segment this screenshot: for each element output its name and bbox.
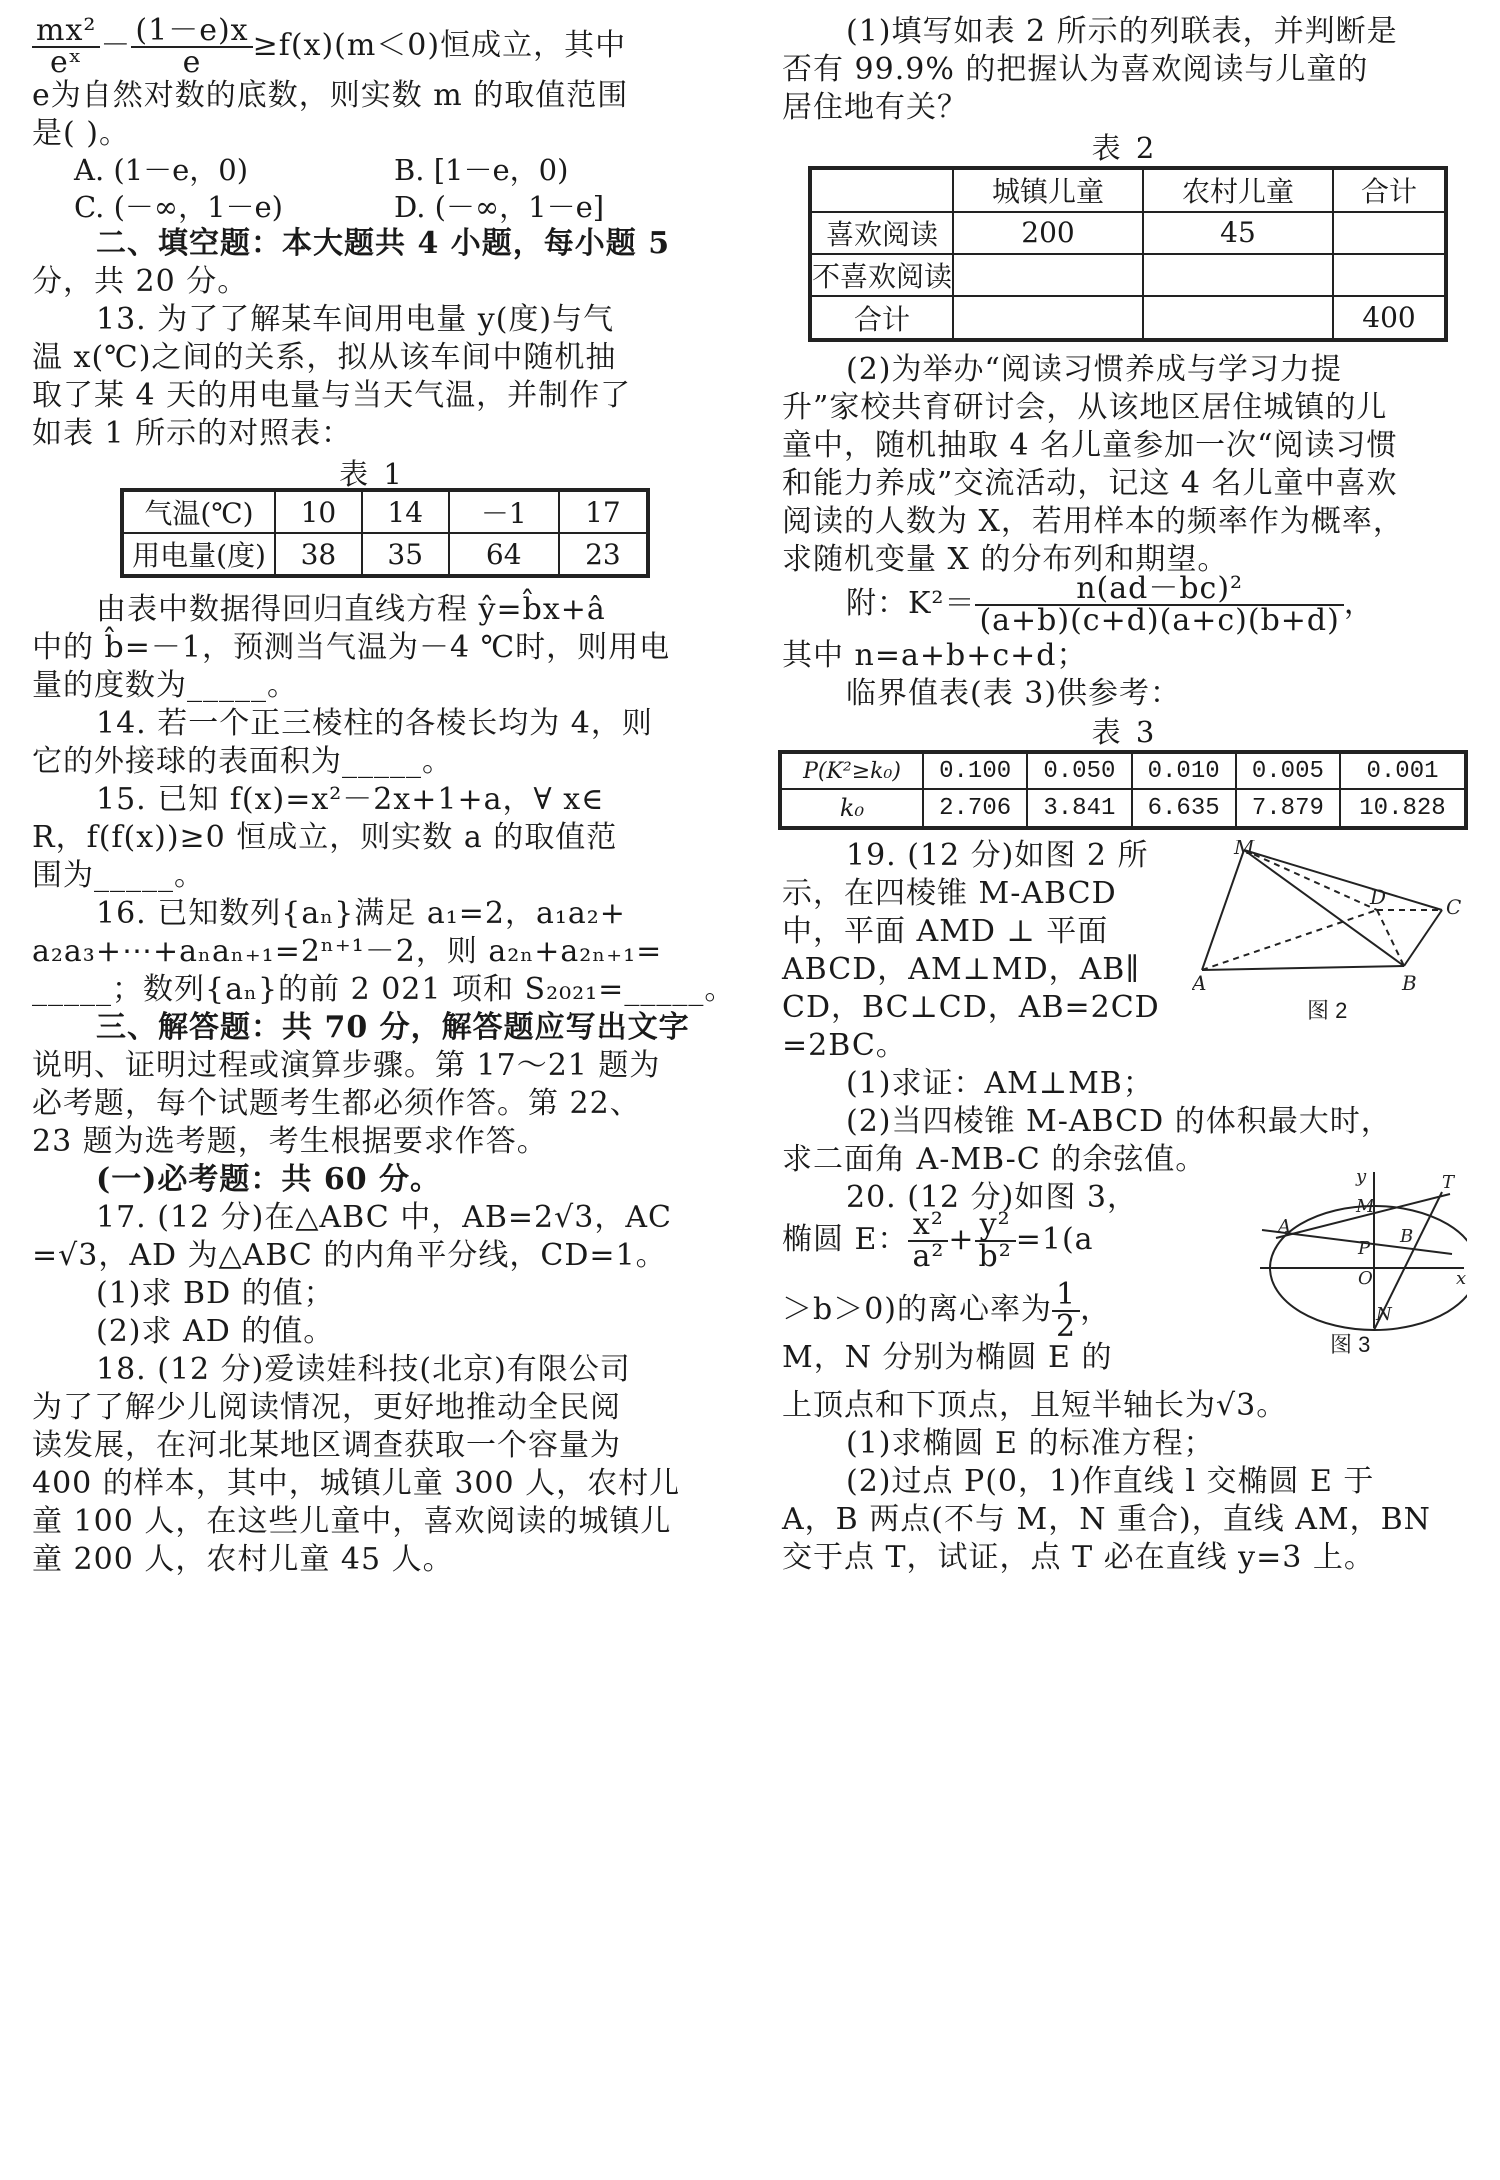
text-line: 分，共 20 分。: [32, 264, 249, 299]
table-cell: k₀: [780, 789, 923, 828]
text-line: e为自然对数的底数，则实数 m 的取值范围: [32, 78, 629, 113]
text-line: 读发展，在河北某地区调查获取一个容量为: [32, 1428, 621, 1463]
eccentricity-fraction: [1052, 1277, 1080, 1344]
table-cell: 0.010: [1132, 752, 1236, 789]
figure-3-ellipse: [1252, 1164, 1467, 1334]
fraction-numerator: x²: [908, 1210, 948, 1242]
text-line: 其中 n=a+b+c+d；: [782, 638, 1088, 673]
text-line: 400 的样本，其中，城镇儿童 300 人，农村儿: [32, 1466, 681, 1501]
table-cell: [1143, 296, 1333, 340]
figure-2-caption: 图 2: [1307, 998, 1348, 1023]
table-cell: 气温(℃): [122, 490, 275, 533]
text-line: 量的度数为_____。: [32, 668, 298, 703]
edge-ab: [1202, 966, 1404, 970]
fraction-numerator: (1－e)x: [131, 16, 252, 48]
text-line: 温 x(℃)之间的关系，拟从该车间中随机抽: [32, 340, 617, 375]
table-cell: 农村儿童: [1143, 168, 1333, 212]
label-x: x: [1456, 1268, 1467, 1289]
table-row: [810, 296, 1446, 340]
fraction-1: [32, 13, 100, 80]
table-cell: 6.635: [1132, 789, 1236, 828]
label-t: T: [1442, 1172, 1455, 1193]
text-line: (1)求证：AM⊥MB；: [846, 1066, 1154, 1101]
table-cell: 合计: [1333, 168, 1446, 212]
edge-ma: [1202, 850, 1244, 970]
text-line: (2)为举办“阅读习惯养成与学习力提: [846, 352, 1342, 387]
text-line: 中，平面 AMD ⊥ 平面: [782, 914, 1109, 949]
minus-sign: －: [100, 28, 132, 63]
table-cell: [953, 254, 1143, 296]
fraction-2: [131, 13, 252, 80]
table-cell: [953, 296, 1143, 340]
label-d: D: [1370, 885, 1387, 909]
question-17: 17. (12 分)在△ABC 中，AB=2√3，AC: [96, 1200, 672, 1235]
table-cell: 17: [559, 490, 648, 533]
label-o: O: [1358, 1268, 1373, 1289]
formula-tail: ，: [1343, 586, 1375, 621]
option-c: C. (－∞，1－e): [74, 190, 283, 224]
edge-md: [1244, 850, 1377, 910]
text-line: 23 题为选考题，考生根据要求作答。: [32, 1124, 548, 1159]
fraction-numerator: y²: [975, 1210, 1016, 1242]
table-cell: －1: [449, 490, 559, 533]
text-line: ABCD，AM⊥MD，AB∥: [782, 952, 1141, 987]
table-row: [810, 212, 1446, 254]
text-line: A，B 两点(不与 M，N 重合)，直线 AM，BN: [782, 1502, 1431, 1537]
label-m: M: [1234, 840, 1255, 859]
text-line: R，f(f(x))≥0 恒成立，则实数 a 的取值范: [32, 820, 618, 855]
text-line: 童 200 人，农村儿童 45 人。: [32, 1542, 454, 1577]
label-b: B: [1400, 1226, 1414, 1247]
text-span: =1(a: [1015, 1222, 1094, 1257]
table-cell: 38: [275, 533, 362, 576]
table-cell: 400: [1333, 296, 1446, 340]
plus-sign: +: [948, 1222, 975, 1257]
option-d: D. (－∞，1－e]: [394, 190, 605, 224]
text-line: (1)求 BD 的值；: [96, 1276, 335, 1311]
text-span: ＞b＞0)的离心率为: [782, 1292, 1052, 1327]
text-line: (2)过点 P(0，1)作直线 l 交椭圆 E 于: [846, 1464, 1375, 1499]
fraction-denominator: e: [182, 45, 202, 80]
text-span: 椭圆 E：: [782, 1222, 909, 1257]
question-14: 14. 若一个正三棱柱的各棱长均为 4，则: [96, 706, 653, 741]
text-line: 和能力养成”交流活动，记这 4 名儿童中喜欢: [782, 466, 1398, 501]
fraction-numerator: mx²: [32, 16, 100, 48]
option-b: B. [1－e，0): [394, 153, 569, 187]
text-line: 二、填空题：本大题共 4 小题，每小题 5: [96, 226, 671, 261]
edge-ad: [1202, 910, 1377, 970]
table-3-caption: 表 3: [1091, 715, 1158, 749]
ellipse-condition: [782, 1278, 1111, 1342]
text-line: 必考题，每个试题考生都必须作答。第 22、: [32, 1086, 641, 1121]
text-line: 交于点 T，试证，点 T 必在直线 y=3 上。: [782, 1540, 1375, 1575]
text-line: _____；数列{aₙ}的前 2 021 项和 S₂₀₂₁=_____。: [32, 972, 736, 1007]
table-cell: 0.005: [1236, 752, 1340, 789]
text-line: 恒成立，其中: [440, 28, 627, 63]
question-13: 13. 为了了解某车间用电量 y(度)与气: [96, 302, 615, 337]
text-line: 为了了解少儿阅读情况，更好地推动全民阅: [32, 1390, 621, 1425]
figure-2-pyramid: [1192, 840, 1472, 1000]
table-cell: 喜欢阅读: [810, 212, 953, 254]
fraction-denominator: a²: [912, 1239, 945, 1274]
text-line: CD，BC⊥CD，AB=2CD: [782, 990, 1160, 1025]
fraction-denominator: eˣ: [49, 45, 83, 80]
label-b: B: [1402, 971, 1417, 995]
inequality-tail: ≥f(x)(m＜0): [252, 28, 441, 63]
text-line: 求二面角 A-MB-C 的余弦值。: [782, 1142, 1207, 1177]
edge-mc: [1244, 850, 1442, 910]
table-cell: 200: [953, 212, 1143, 254]
text-line: a₂a₃+⋯+aₙaₙ₊₁=2ⁿ⁺¹－2，则 a₂ₙ+a₂ₙ₊₁=: [32, 934, 663, 969]
table-cell: 合计: [810, 296, 953, 340]
fraction-denominator: b²: [978, 1239, 1012, 1274]
text-line: 它的外接球的表面积为_____。: [32, 744, 453, 779]
fraction-denominator: (a+b)(c+d)(a+c)(b+d): [979, 603, 1340, 638]
label-y: y: [1356, 1166, 1367, 1187]
table-cell: 0.050: [1027, 752, 1131, 789]
fraction-y: [975, 1207, 1016, 1274]
question-12-formula: [32, 13, 627, 80]
table-cell: 10: [275, 490, 362, 533]
text-line: 否有 99.9% 的把握认为喜欢阅读与儿童的: [782, 52, 1369, 87]
table-cell: 0.100: [923, 752, 1027, 789]
table-cell: [810, 168, 953, 212]
table-row: [780, 789, 1466, 828]
label-c: C: [1446, 895, 1462, 919]
question-15: 15. 已知 f(x)=x²－2x+1+a，∀ x∈: [96, 782, 605, 817]
figure-3-caption: 图 3: [1330, 1332, 1371, 1357]
table-cell: 23: [559, 533, 648, 576]
table-cell: [1333, 254, 1446, 296]
section-heading-required: [32, 1160, 441, 1200]
table-row: [122, 533, 648, 576]
ellipse-equation: [782, 1208, 1094, 1272]
table-cell: [1333, 212, 1446, 254]
table-cell: 10.828: [1340, 789, 1466, 828]
text-line: 求随机变量 X 的分布列和期望。: [782, 542, 1229, 577]
text-line: (2)求 AD 的值。: [96, 1314, 335, 1349]
table-row: [780, 752, 1466, 789]
table-cell: P(K²≥k₀): [780, 752, 923, 789]
table-cell: 2.706: [923, 789, 1027, 828]
label-a: A: [1278, 1216, 1291, 1237]
text-line: 童 100 人，在这些儿童中，喜欢阅读的城镇儿: [32, 1504, 672, 1539]
option-a: A. (1－e，0): [74, 153, 249, 187]
table-cell: [1143, 254, 1333, 296]
edge-db: [1377, 910, 1404, 966]
question-19: 19. (12 分)如图 2 所: [846, 838, 1149, 873]
fraction-denominator: 2: [1056, 1309, 1077, 1344]
table-cell: 64: [449, 533, 559, 576]
section-heading-fill: [32, 224, 670, 264]
text-line: 示，在四棱锥 M-ABCD: [782, 876, 1117, 911]
k2-formula: [782, 572, 1375, 636]
text-line: 临界值表(表 3)供参考：: [846, 676, 1182, 711]
table-row: [810, 168, 1446, 212]
table-cell: 14: [362, 490, 449, 533]
edge-bc: [1404, 910, 1442, 966]
text-line: 是( )。: [32, 116, 130, 151]
table-3: [778, 750, 1468, 830]
text-line: 居住地有关？: [782, 90, 968, 125]
text-line: 围为_____。: [32, 858, 205, 893]
table-cell: 不喜欢阅读: [810, 254, 953, 296]
table-cell: 0.001: [1340, 752, 1466, 789]
text-line: =2BC。: [782, 1028, 907, 1063]
text-line: 中的 b̂=－1，预测当气温为－4 ℃时，则用电: [32, 630, 671, 665]
label-p: P: [1358, 1238, 1371, 1259]
table-cell: 用电量(度): [122, 533, 275, 576]
text-line: 如表 1 所示的对照表：: [32, 416, 353, 451]
text-line: 取了某 4 天的用电量与当天气温，并制作了: [32, 378, 632, 413]
text-line: =√3，AD 为△ABC 的内角平分线，CD=1。: [32, 1238, 667, 1273]
table-cell: 7.879: [1236, 789, 1340, 828]
label-a: A: [1192, 971, 1207, 995]
label-n: N: [1376, 1304, 1392, 1325]
table-1-caption: 表 1: [339, 457, 405, 491]
section-heading-answer: [32, 1008, 690, 1048]
text-line: 由表中数据得回归直线方程 ŷ=b̂x+â: [96, 592, 606, 627]
table-2-caption: 表 2: [1091, 131, 1158, 165]
fraction-numerator: 1: [1052, 1280, 1080, 1312]
question-16: 16. 已知数列{aₙ}满足 a₁=2，a₁a₂+: [96, 896, 626, 931]
text-line: (2)当四棱锥 M-ABCD 的体积最大时，: [846, 1104, 1392, 1139]
k2-fraction: [975, 571, 1343, 638]
table-row: [122, 490, 648, 533]
text-line: 三、解答题：共 70 分，解答题应写出文字: [96, 1010, 690, 1045]
text-line: 童中，随机抽取 4 名儿童参加一次“阅读习惯: [782, 428, 1398, 463]
text-line: (1)求椭圆 E 的标准方程；: [846, 1426, 1215, 1461]
table-row: [810, 254, 1446, 296]
table-cell: 3.841: [1027, 789, 1131, 828]
text-line: M，N 分别为椭圆 E 的: [782, 1340, 1113, 1375]
text-line: 升”家校共育研讨会，从该地区居住城镇的儿: [782, 390, 1388, 425]
text-line: 说明、证明过程或演算步骤。第 17～21 题为: [32, 1048, 661, 1083]
table-cell: 45: [1143, 212, 1333, 254]
label-m: M: [1356, 1196, 1375, 1217]
fraction-numerator: n(ad－bc)²: [975, 574, 1343, 606]
question-18: 18. (12 分)爱读娃科技(北京)有限公司: [96, 1352, 631, 1387]
text-line: (1)填写如表 2 所示的列联表，并判断是: [846, 14, 1398, 49]
fraction-x: [908, 1207, 948, 1274]
formula-lead: 附：K²＝: [846, 586, 976, 621]
question-20: 20. (12 分)如图 3，: [846, 1180, 1138, 1215]
table-1: [120, 488, 650, 578]
text-line: (一)必考题：共 60 分。: [96, 1162, 442, 1197]
table-cell: 35: [362, 533, 449, 576]
text-line: 上顶点和下顶点，且短半轴长为√3。: [782, 1388, 1288, 1423]
table-2: [808, 166, 1448, 342]
text-span: ，: [1080, 1292, 1112, 1327]
table-cell: 城镇儿童: [953, 168, 1143, 212]
text-line: 阅读的人数为 X，若用样本的频率作为概率，: [782, 504, 1404, 539]
